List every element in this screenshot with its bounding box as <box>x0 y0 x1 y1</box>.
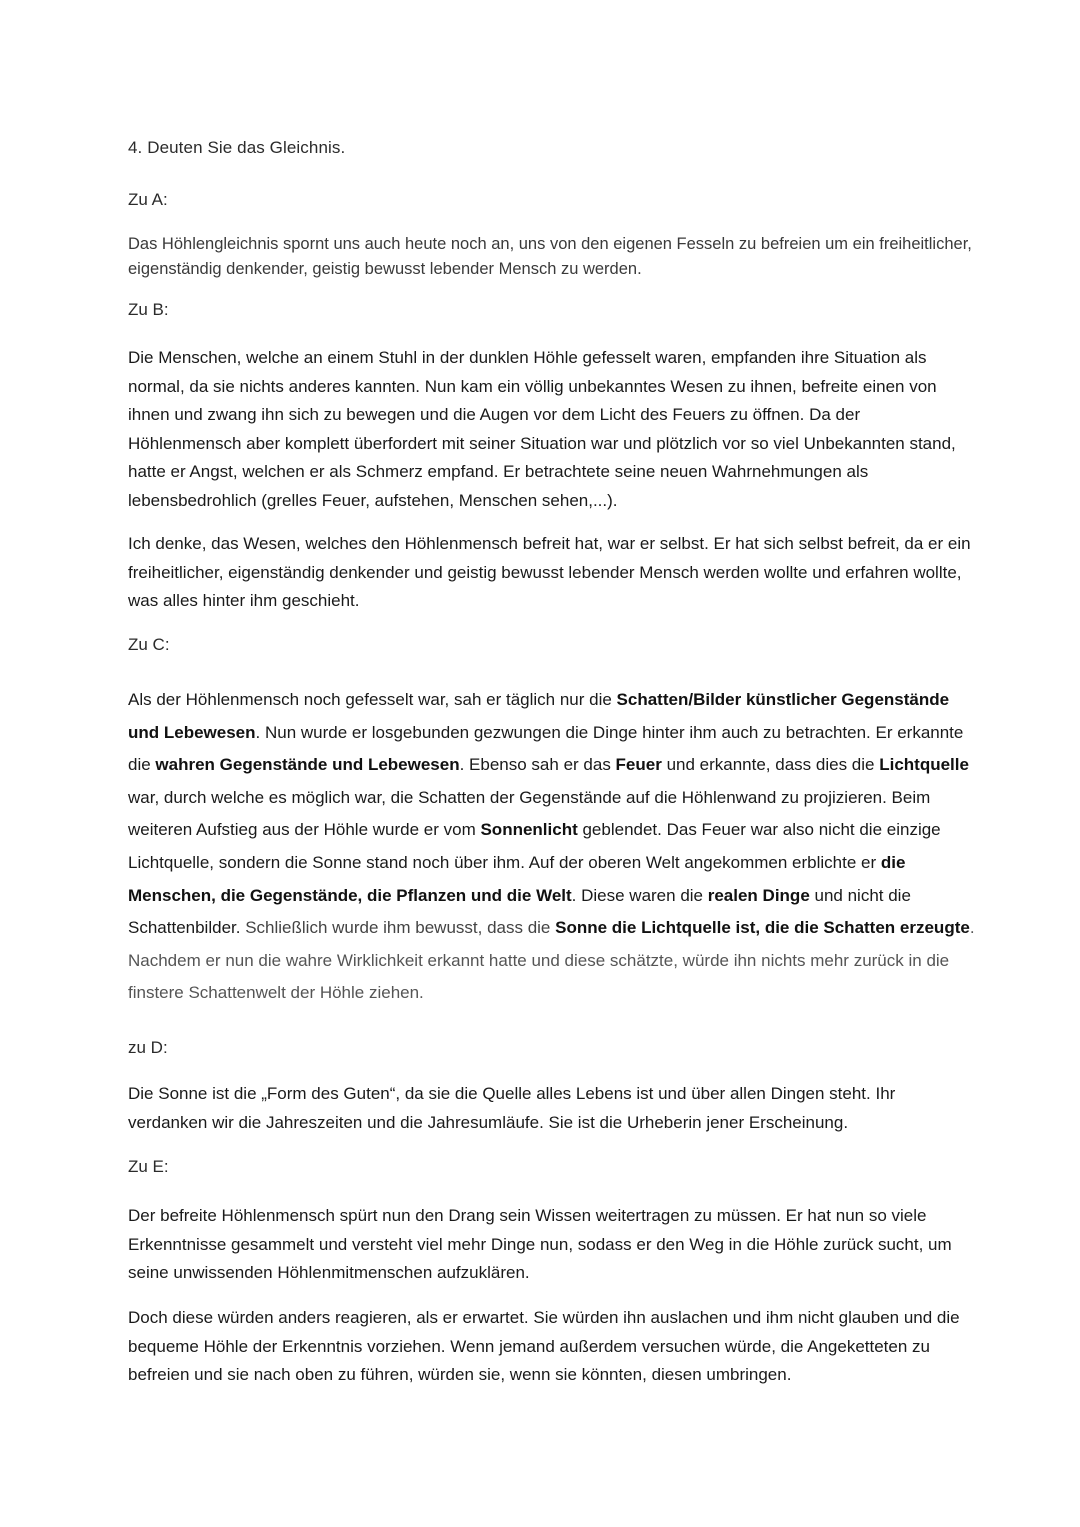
section-e-label: Zu E: <box>128 1157 169 1176</box>
section-b-paragraph-1: Die Menschen, welche an einem Stuhl in der dunklen Höhle gefesselt waren, empfanden ihre Situation als normal, da sie nichts anderes kannten. Nun kam ein völlig unbekanntes Wesen zu ihnen, befreite einen von ihnen und zwang ihn sich zu bewegen und die Augen vor dem Licht des Feuers zu öffnen. Da der Höhlenmensch aber komplett überfordert mit seiner Situation war und plötzlich vor so viel Unbekannten stand, hatte er Angst, welchen er als Schmerz empfand. Er betrachtete seine neuen Wahrnehmungen als lebensbedrohlich (grelles Feuer, aufstehen, Menschen sehen,...). <box>128 348 956 510</box>
section-e-paragraph-1: Der befreite Höhlenmensch spürt nun den Drang sein Wissen weitertragen zu müssen. Er hat nun so viele Erkenntnisse gesammelt und versteht viel mehr Dinge nun, sodass er den Weg in die Höhle zurück sucht, um seine unwissenden Höhlenmitmenschen aufzuklären. <box>128 1206 952 1282</box>
section-c-label: Zu C: <box>128 635 170 654</box>
bold-run: Feuer <box>615 755 662 775</box>
section-e-paragraph-2: Doch diese würden anders reagieren, als er erwartet. Sie würden ihn auslachen und ihm nicht glauben und die bequeme Höhle der Erkenntnis vorziehen. Wenn jemand außerdem versuchen würde, die Angeketteten zu befreien und sie nach oben zu führen, würden sie, wenn sie könnten, diesen umbringen. <box>128 1308 960 1384</box>
section-d-label: zu D: <box>128 1038 168 1057</box>
bold-run: Schatten/Bilder künstlicher Gegenstände und Lebewesen <box>128 690 950 742</box>
text-run: . Nachdem er nun die wahre Wirklichkeit erkannt hatte und diese schätzte, würde ihn nichts mehr zurück in die finstere Schattenwelt der Höhle ziehen. <box>128 918 975 1003</box>
text-run: geblendet. Das Feuer war also nicht die einzige Lichtquelle, sondern die Sonne stand noch über ihm. Auf der oberen Welt angekommen erblichte er <box>128 820 941 872</box>
section-b-paragraph-2: Ich denke, das Wesen, welches den Höhlenmensch befreit hat, war er selbst. Er hat sich selbst befreit, da er ein freiheitlicher, eigenständig denkender und geistig bewusst lebender Mensch werden wollte und erfahren wollte, was alles hinter ihm geschieht. <box>128 534 971 610</box>
text-run: Schließlich wurde ihm bewusst, dass die <box>245 918 556 938</box>
text-run: . Diese waren die <box>571 885 708 905</box>
bold-run: Sonne die Lichtquelle ist, die die Schatten erzeugte <box>555 918 970 938</box>
bold-run: realen Dinge <box>707 885 810 905</box>
text-run: war, durch welche es möglich war, die Schatten der Gegenstände auf die Höhlenwand zu projizieren. Beim weiteren Aufstieg aus der Höhle wurde er vom <box>128 787 931 840</box>
text-run: Als der Höhlenmensch noch gefesselt war, sah er täglich nur die <box>128 690 617 709</box>
section-d-text: Die Sonne ist die „Form des Guten“, da sie die Quelle alles Lebens ist und über allen Dingen steht. Ihr verdanken wir die Jahreszeiten und die Jahresumläufe. Sie ist die Urheberin jener Erscheinung. <box>128 1084 896 1132</box>
section-b-label: Zu B: <box>128 300 169 319</box>
section-a-label: Zu A: <box>128 190 168 209</box>
text-run: . Ebenso sah er das <box>459 755 616 775</box>
bold-run: Sonnenlicht <box>480 820 578 840</box>
text-run: und erkannte, dass dies die <box>661 755 880 775</box>
bold-run: wahren Gegenstände und Lebewesen <box>155 755 460 775</box>
bold-run: die Menschen, die Gegenstände, die Pflanzen und die Welt <box>128 852 906 905</box>
bold-run: Lichtquelle <box>879 755 969 775</box>
text-run: . Nun wurde er losgebunden gezwungen die Dinge hinter ihm auch zu betrachten. Er erkannte die <box>128 722 964 775</box>
text-run: und nicht die Schattenbilder. <box>128 885 911 938</box>
section-c-paragraph <box>128 684 978 1010</box>
question-title: 4. Deuten Sie das Gleichnis. <box>128 138 346 157</box>
section-a-text: Das Höhlengleichnis spornt uns auch heute noch an, uns von den eigenen Fesseln zu befreien um ein freiheitlicher, eigenständig denkender, geistig bewusst lebender Mensch zu werden. <box>128 235 972 278</box>
